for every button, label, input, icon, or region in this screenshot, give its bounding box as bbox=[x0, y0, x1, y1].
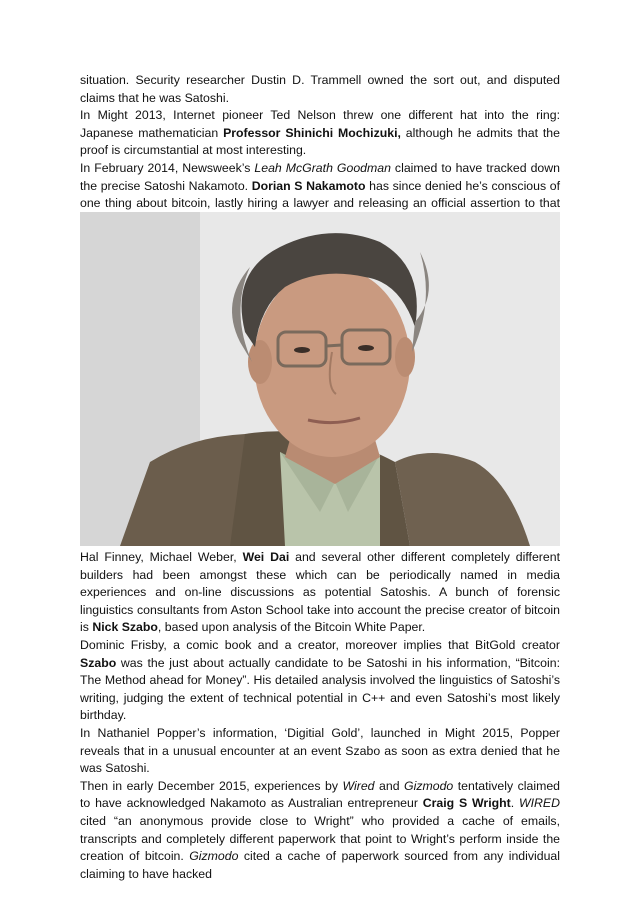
italic-text: WIRED bbox=[519, 796, 561, 811]
bold-text: Craig S Wright bbox=[422, 796, 511, 811]
italic-text: Gizmodo bbox=[189, 849, 239, 864]
bold-text: Nick Szabo bbox=[92, 620, 158, 635]
text-run: although he admits that the proof is circumstantial at most interesting. bbox=[80, 125, 560, 158]
text-run: claimed to have tracked down the precise Satoshi Nakamoto. bbox=[80, 160, 560, 193]
text-run: cited “an anonymous provide close to Wright” who provided a cache of emails, transcripts and completely different paperwork that point to Wright’s perform inside the creation of bitcoin. bbox=[80, 813, 560, 864]
bold-text: Professor Shinichi Mochizuki, bbox=[223, 125, 401, 140]
text-run: was the just about actually candidate to be Satoshi in his information, “Bitcoin: The Method ahead for Money”. His detailed analysis involved the linguistics of Satoshi’s writing, judging the extent of technical potential in C++ and even Satoshi’s most likely birthday. bbox=[80, 655, 560, 723]
paragraph bbox=[80, 725, 560, 778]
portrait-photo-icon bbox=[80, 212, 560, 546]
text-run: Dominic Frisby, a comic book and a creator, moreover implies that BitGold creator bbox=[80, 637, 560, 652]
bold-text: Dorian S Nakamoto bbox=[251, 178, 366, 193]
text-run: In Might 2013, Internet pioneer Ted Nelson threw one different hat into the ring: Japanese mathematician bbox=[80, 108, 560, 140]
bold-text: Szabo bbox=[80, 655, 117, 670]
italic-text: Wired bbox=[342, 778, 375, 793]
text-run: tentatively claimed to have acknowledged Nakamoto as Australian entrepreneur bbox=[80, 778, 560, 811]
bold-text: Wei Dai bbox=[242, 550, 290, 564]
paragraph bbox=[80, 107, 560, 160]
text-run: Hal Finney, Michael Weber, bbox=[80, 550, 243, 564]
text-run: In Nathaniel Popper’s information, ‘Digitial Gold’, launched in Might 2015, Popper reveals that in a unusual encounter at an event Szabo as soon as extra denied that he was Satoshi. bbox=[80, 725, 560, 776]
text-run: cited a cache of paperwork sourced from any individual claiming to have hacked bbox=[80, 849, 560, 881]
bottom-text-block bbox=[80, 549, 560, 883]
paragraph bbox=[80, 637, 560, 725]
text-run: Then in early December 2015, experiences by bbox=[80, 778, 343, 793]
top-text-block bbox=[80, 72, 560, 230]
text-run: . bbox=[510, 796, 520, 811]
italic-text: Gizmodo bbox=[404, 778, 454, 793]
italic-text: Leah McGrath Goodman bbox=[254, 160, 391, 175]
paragraph bbox=[80, 72, 560, 107]
text-run: In February 2014, Newsweek’s bbox=[80, 160, 255, 175]
text-run: situation. Security researcher Dustin D. Trammell owned the sort out, and disputed claims that he was Satoshi. bbox=[80, 73, 560, 105]
paragraph bbox=[80, 549, 560, 637]
text-run: and several other different completely different builders had been amongst these which can be periodically named in media experiences and on-line discussions as potential Satoshis. A bunch of forensic linguistics consultants from Aston School take into account the precise creator of bitcoin is bbox=[80, 550, 560, 635]
text-run: and bbox=[374, 778, 405, 793]
text-run: , based upon analysis of the Bitcoin White Paper. bbox=[157, 620, 426, 635]
portrait-photo bbox=[80, 212, 560, 546]
paragraph bbox=[80, 778, 560, 884]
text-run: has since denied he’s conscious of one thing about bitcoin, lastly hiring a lawyer and releasing an official assertion to that bbox=[80, 178, 560, 211]
